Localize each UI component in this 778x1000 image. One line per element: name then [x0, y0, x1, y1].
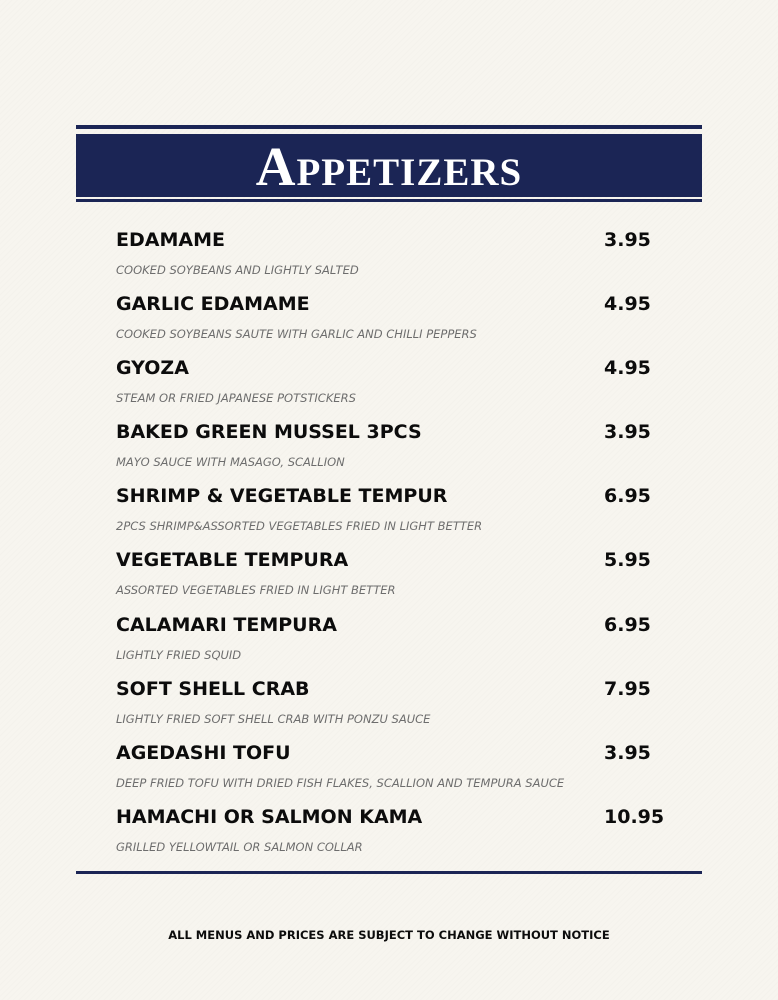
item-description: ASSORTED VEGETABLES FRIED IN LIGHT BETTER: [116, 583, 396, 597]
menu-item: [0, 806, 778, 866]
item-name: AGEDASHI TOFU: [116, 742, 291, 764]
item-name: HAMACHI OR SALMON KAMA: [116, 806, 423, 828]
price-disclaimer: ALL MENUS AND PRICES ARE SUBJECT TO CHANGE WITHOUT NOTICE: [168, 928, 610, 942]
menu-item: [0, 678, 778, 738]
item-description: DEEP FRIED TOFU WITH DRIED FISH FLAKES, SCALLION AND TEMPURA SAUCE: [116, 776, 565, 790]
item-name: EDAMAME: [116, 229, 225, 251]
item-price: 5.95: [604, 549, 651, 571]
item-price: 4.95: [604, 357, 651, 379]
item-name: BAKED GREEN MUSSEL 3PCS: [116, 421, 422, 443]
menu-item: [0, 614, 778, 674]
item-price: 6.95: [604, 614, 651, 636]
item-price: 3.95: [604, 229, 651, 251]
menu-item: [0, 549, 778, 609]
menu-item: [0, 357, 778, 417]
item-description: COOKED SOYBEANS AND LIGHTLY SALTED: [116, 263, 359, 277]
menu-item: [0, 229, 778, 289]
item-price: 7.95: [604, 678, 651, 700]
item-price: 10.95: [604, 806, 665, 828]
item-description: 2PCS SHRIMP&ASSORTED VEGETABLES FRIED IN LIGHT BETTER: [116, 519, 483, 533]
item-description: LIGHTLY FRIED SOFT SHELL CRAB WITH PONZU SAUCE: [116, 712, 431, 726]
menu-item: [0, 293, 778, 353]
item-price: 3.95: [604, 421, 651, 443]
item-price: 3.95: [604, 742, 651, 764]
menu-item: [0, 485, 778, 545]
item-description: STEAM OR FRIED JAPANESE POTSTICKERS: [116, 391, 356, 405]
item-price: 6.95: [604, 485, 651, 507]
item-description: COOKED SOYBEANS SAUTE WITH GARLIC AND CHILLI PEPPERS: [116, 327, 477, 341]
item-name: CALAMARI TEMPURA: [116, 614, 337, 636]
item-name: VEGETABLE TEMPURA: [116, 549, 349, 571]
item-name: GYOZA: [116, 357, 189, 379]
item-name: SOFT SHELL CRAB: [116, 678, 310, 700]
menu-item: [0, 421, 778, 481]
item-description: LIGHTLY FRIED SQUID: [116, 648, 242, 662]
item-name: SHRIMP & VEGETABLE TEMPUR: [116, 485, 448, 507]
item-name: GARLIC EDAMAME: [116, 293, 310, 315]
menu-item: [0, 742, 778, 802]
footer-rule: [76, 871, 702, 874]
item-price: 4.95: [604, 293, 651, 315]
section-title: Appetizers: [255, 136, 523, 197]
item-description: MAYO SAUCE WITH MASAGO, SCALLION: [116, 455, 345, 469]
item-description: GRILLED YELLOWTAIL OR SALMON COLLAR: [116, 840, 363, 854]
